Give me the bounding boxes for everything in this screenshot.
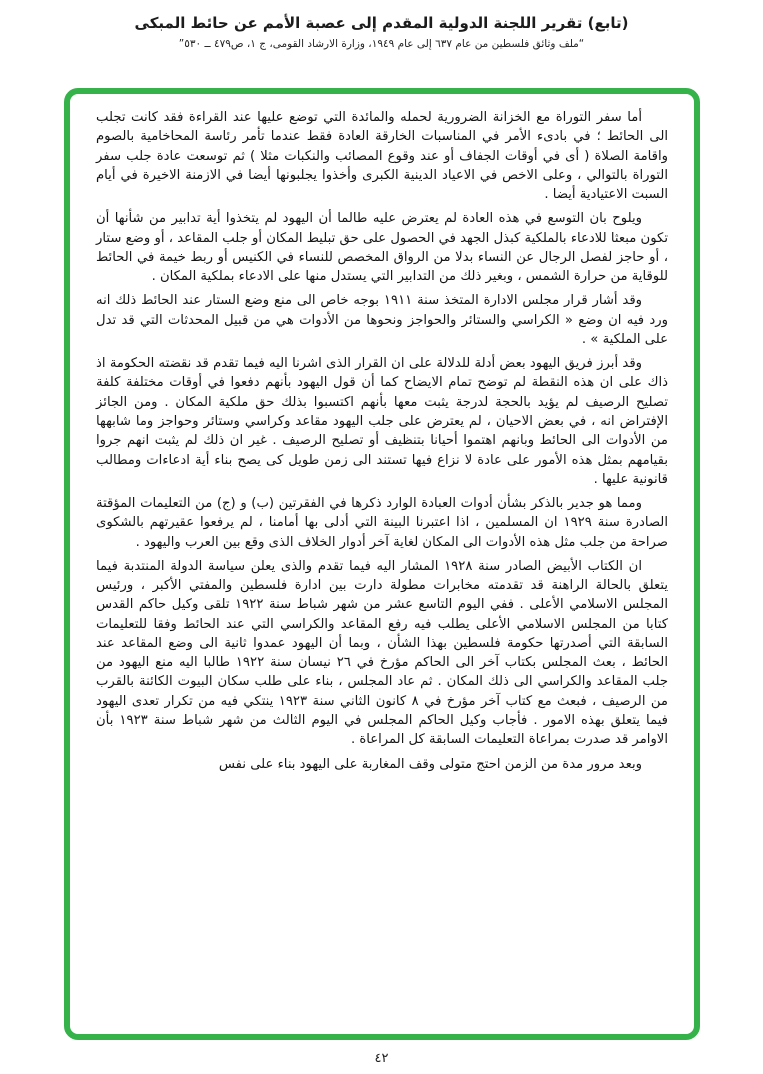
paragraph: وقد أبرز فريق اليهود بعض أدلة للدلالة على ان القرار الذى اشرنا اليه فيما تقدم قد نقضته الحكومة اذ ذاك على ان هذه النقطة لم توضح تمام الايضاح كما أن قول اليهود بأنهم دفعوا في أوقات مختلفة كلفة تصليح الرصيف لم يؤيد بالحجة لدرجة يثبت معها بأنهم اكتسبوا بذلك حق ملكية المكان . ومن الجائز الإفتراض انه ، في بعض الاحيان ، لم يعترض على جلب اليهود مقاعد وكراسي وستائر وحواجز وما شابهها من الأدوات الى الحائط وبانهم اهتموا أحيانا بتنظيف أو تصليح الرصيف . غير ان ذلك لم يثبت انهم جروا بقيامهم بمثل هذه الأمور على عادة لا نزاع فيها تستند الى زمن طويل كى يصح بناء أية ادعاءات ومطالب قانونية عليها .	[96, 356, 668, 487]
document-title: (تابع) تقرير اللجنة الدولية المقدم إلى عصبة الأمم عن حائط المبكى	[134, 14, 629, 32]
paragraph: وقد أشار قرار مجلس الادارة المتخذ سنة ١٩١١ بوجه خاص الى منع وضع الستار عند الحائط ذلك انه ورد فيه ان وضع « الكراسي والستائر والحواجز ونحوها من الأدوات هي من قبيل المحدثات التي قد تدل على الملكية » .	[96, 293, 668, 347]
paragraph: ويلوح بان التوسع في هذه العادة لم يعترض عليه طالما أن اليهود لم يتخذوا أية تدابير من شأنها أن تكون مبعثا للادعاء بالملكية كبذل الجهد في الحصول على حق تبليط المكان أو جلب المقاعد ، أو وضع ستار ، أو حاجز لفصل الرجال عن النساء بدلا من الرواق المخصص للنساء في الكنيس أو ربط خيمة في الحائط للوقاية من حرارة الشمس ، وبغير ذلك من التدابير التي يستدل منها على الادعاء بملكية المكان .	[96, 211, 668, 285]
paragraph: ومما هو جدير بالذكر بشأن أدوات العبادة الوارد ذكرها في الفقرتين (ب) و (ج) من التعليمات المؤقتة الصادرة سنة ١٩٢٩ ان المسلمين ، اذا اعتبرنا البينة التي أدلى بها أمامنا ، لم يرفعوا عقيرتهم بالشكوى صراحة من جلب مثل هذه الأدوات الى المكان لغاية آخر أدوار الخلاف الذى وقع بين العرب واليهود .	[96, 496, 668, 550]
green-border-frame	[64, 88, 700, 1040]
paragraph: ان الكتاب الأبيض الصادر سنة ١٩٢٨ المشار اليه فيما تقدم والذى يعلن سياسة الدولة المنتدبة فيما يتعلق بالحالة الراهنة قد تقدمته مخابرات مطولة دارت بين ادارة فلسطين والمفتي الأكبر ، ورئيس المجلس الاسلامي الأعلى . ففي اليوم التاسع عشر من شهر شباط سنة ١٩٢٢ تلقى وكيل حاكم القدس كتابا من المجلس الاسلامي الأعلى يطلب فيه رفع المقاعد والكراسي التي عند الحائط وفقا للتعليمات السابقة التي أصدرتها حكومة فلسطين بهذا الشأن ، وبما أن اليهود عمدوا ثانية الى وضع المقاعد عند الحائط ، بعث المجلس بكتاب آخر الى الحاكم مؤرخ في ٢٦ نيسان سنة ١٩٢٢ طالبا اليه منع اليهود من جلب المقاعد والكراسي الى ذلك المكان . ثم عاد المجلس ، بناء على طلب سكان البيوت الكائنة بالقرب من الرصيف ، فبعث مع كتاب آخر مؤرخ في ٨ كانون الثاني سنة ١٩٢٣ ينتكي فيه من تكرار تعدى اليهود فيما يتعلق بهذه الامور . فأجاب وكيل الحاكم المجلس في اليوم الثالث من شهر شباط سنة ١٩٢٣ بأن الاوامر قد صدرت بمراعاة التعليمات السابقة كل المراعاة .	[96, 558, 668, 748]
document-footer	[0, 1047, 763, 1066]
paragraph: أما سفر التوراة مع الخزانة الضرورية لحمله والمائدة التي توضع عليها عند القراءة فقد كانت تجلب الى الحائط ؛ في بادىء الأمر في المناسبات الخارقة العادة فقط عندما تأمر رئاسة المحاخامية بالصوم واقامة الصلاة ( أى في أوقات الجفاف أو عند وقوع المصائب والنكبات مثلا ) ثم توسعت عادة جلب سفر التوراة بالتوالي ، وعلى الاخص في الاعياد الدينية الكبرى وأخذوا يجلبونها أيضا في الازمنة الاخيرة في أيام السبت الاعتيادية أيضا .	[96, 110, 668, 203]
page-number: ٤٢	[374, 1051, 389, 1066]
document-source-citation: “ملف وثائق فلسطين من عام ٦٣٧ إلى عام ١٩٤٩، وزارة الارشاد القومى، ج ١، ص٤٧٩ ــ ٥٣٠”	[178, 38, 585, 50]
document-body	[70, 94, 694, 789]
paragraph: وبعد مرور مدة من الزمن احتج متولى وقف المغاربة على اليهود بناء على نفس	[218, 756, 642, 772]
document-header	[0, 0, 763, 50]
